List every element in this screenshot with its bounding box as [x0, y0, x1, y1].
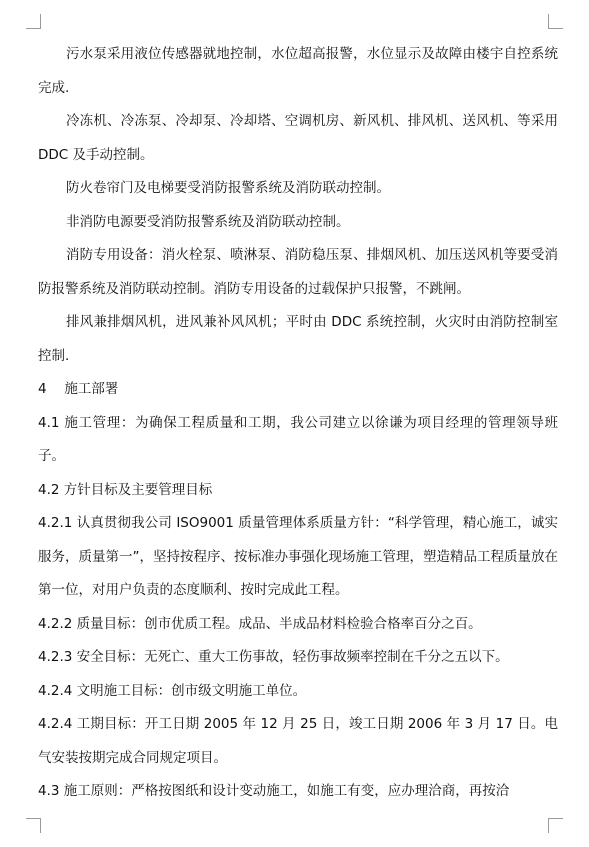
paragraph-4-2-3-safety: 4.2.3 安全目标：无死亡、重大工伤事故，轻伤事故频率控制在千分之五以下。 [38, 649, 509, 665]
page-corner-mark-top-right [548, 14, 563, 29]
paragraph-fire-equipment: 消防专用设备：消火栓泵、喷淋泵、消防稳压泵、排烟风机、加压送风机等要受消防报警系统及消防联动控制。消防专用设备的过载保护只报警，不跳闸。 [38, 247, 558, 297]
page-corner-mark-bottom-right [548, 818, 563, 833]
document-page [38, 38, 558, 809]
page-corner-mark-top-left [26, 14, 41, 29]
paragraph-chiller-control: 冷冻机、冷冻泵、冷却泵、冷却塔、空调机房、新风机、排风机、送风机、等采用 DDC 及手动控制。 [38, 113, 558, 163]
paragraph-4-2-4-schedule: 4.2.4 工期目标：开工日期 2005 年 12 月 25 日，竣工日期 2006 年 3 月 17 日。电气安装按期完成合同规定项目。 [38, 716, 558, 766]
paragraph-4-2-1-policy: 4.2.1 认真贯彻我公司 ISO9001 质量管理体系质量方针：“科学管理，精心施工，诚实服务，质量第一”，坚持按程序、按标准办事强化现场施工管理，塑造精品工程质量放在第一位，对用户负责的态度顺利、按时完成此工程。 [38, 515, 558, 598]
section-heading-construction-deployment: 4 施工部署 [38, 381, 119, 397]
paragraph-4-3-principle: 4.3 施工原则：严格按图纸和设计变动施工，如施工有变，应办理洽商，再按洽 [38, 783, 510, 799]
page-corner-mark-bottom-left [26, 818, 41, 833]
paragraph-exhaust-fans: 排风兼排烟风机，进风兼补风风机；平时由 DDC 系统控制，火灾时由消防控制室控制. [38, 314, 558, 364]
paragraph-fire-shutter: 防火卷帘门及电梯要受消防报警系统及消防联动控制。 [66, 180, 390, 196]
paragraph-4-2-2-quality: 4.2.2 质量目标：创市优质工程。成品、半成品材料检验合格率百分之百。 [38, 615, 482, 632]
paragraph-4-2-heading: 4.2 方针目标及主要管理目标 [38, 481, 213, 498]
paragraph-non-fire-power: 非消防电源要受消防报警系统及消防联动控制。 [66, 213, 350, 230]
paragraph-sewage-pump: 污水泵采用液位传感器就地控制，水位超高报警，水位显示及故障由楼宇自控系统完成. [38, 46, 558, 96]
paragraph-4-2-4-civilized: 4.2.4 文明施工目标：创市级文明施工单位。 [38, 682, 307, 699]
paragraph-4-1-management: 4.1 施工管理：为确保工程质量和工期，我公司建立以徐谦为项目经理的管理领导班子。 [38, 414, 558, 464]
